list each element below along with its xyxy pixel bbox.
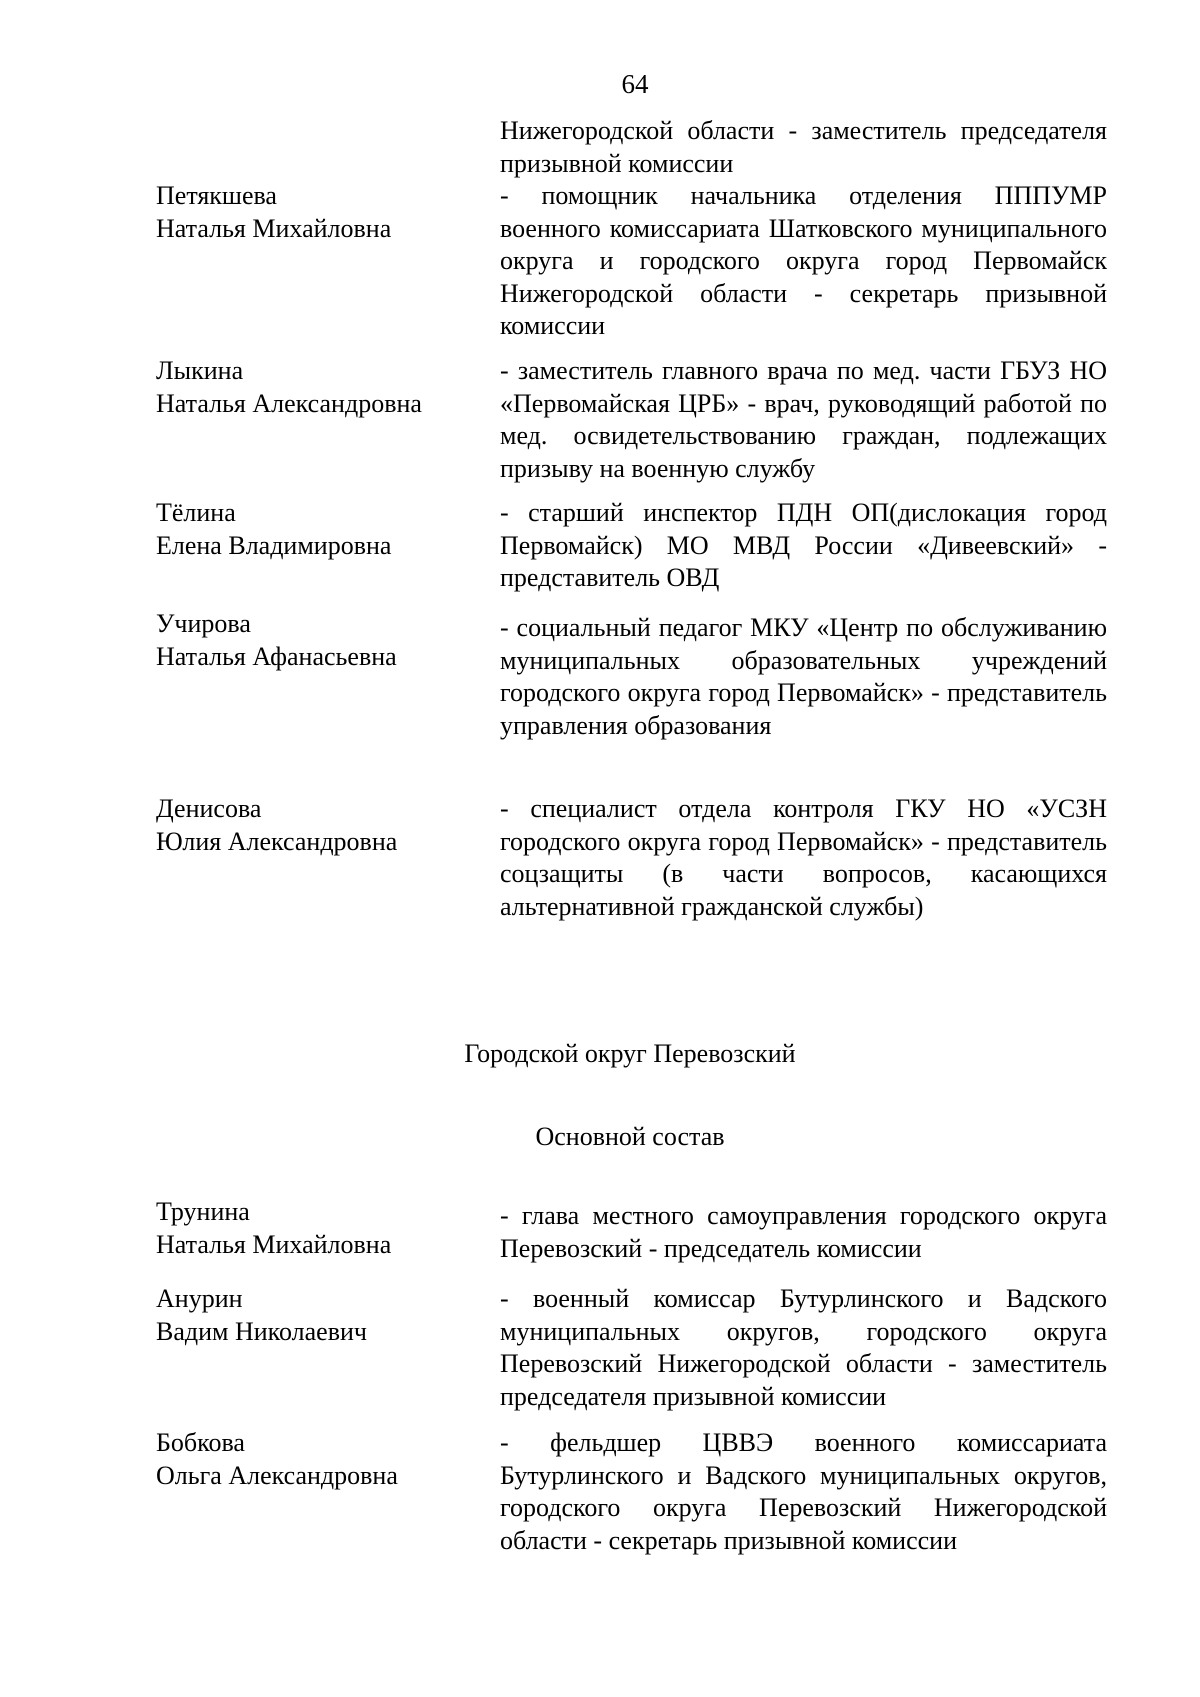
member-role: - военный комиссар Бутурлинского и Вадского муниципальных округов, городского округа Перевозский Нижегородской области - заместитель председателя призывной комиссии [500, 1284, 1107, 1411]
member-role: - глава местного самоуправления городского округа Перевозский - председатель комиссии [500, 1201, 1107, 1263]
member-name [156, 793, 486, 858]
member-given-names: Наталья Афанасьевна [156, 641, 397, 671]
member-given-names: Юлия Александровна [156, 826, 398, 856]
continued-role-text: Нижегородской области - заместитель председателя призывной комиссии [500, 116, 1107, 178]
member-name [156, 608, 486, 673]
member-surname: Бобкова [156, 1428, 245, 1457]
page-number: 64 [621, 69, 649, 99]
member-surname: Денисова [156, 794, 262, 823]
member-given-names: Вадим Николаевич [156, 1316, 367, 1346]
member-surname: Анурин [156, 1284, 243, 1313]
member-role: - фельдшер ЦВВЭ военного комиссариата Бутурлинского и Вадского муниципальных округов, городского округа Перевозский Нижегородской области - секретарь призывной комиссии [500, 1428, 1107, 1555]
member-surname: Трунина [156, 1197, 250, 1226]
member-name [156, 1283, 486, 1348]
member-name [156, 1196, 486, 1261]
member-surname: Тёлина [156, 498, 236, 527]
member-surname: Лыкина [156, 356, 244, 385]
member-surname: Петякшева [156, 181, 277, 210]
member-role: - социальный педагог МКУ «Центр по обслуживанию муниципальных образовательных учреждений городского округа город Первомайск» - представитель управления образования [500, 613, 1107, 740]
member-role: - помощник начальника отделения ПППУМР военного комиссариата Шатковского муниципального округа и городского округа город Первомайск Нижегородской области - секретарь призывной комиссии [500, 181, 1107, 340]
member-name [156, 355, 486, 420]
member-surname: Учирова [156, 609, 251, 638]
member-name [156, 1427, 486, 1492]
member-name [156, 497, 486, 562]
member-role: - заместитель главного врача по мед. части ГБУЗ НО «Первомайская ЦРБ» - врач, руководящий работой по мед. освидетельствованию граждан, подлежащих призыву на военную службу [500, 356, 1107, 483]
member-name [156, 180, 486, 245]
subsection-title: Основной состав [535, 1122, 725, 1151]
member-given-names: Наталья Михайловна [156, 213, 392, 243]
section-title: Городской округ Перевозский [464, 1039, 796, 1068]
member-given-names: Наталья Александровна [156, 388, 422, 418]
member-given-names: Ольга Александровна [156, 1460, 398, 1490]
member-role: - специалист отдела контроля ГКУ НО «УСЗН городского округа город Первомайск» - представитель соцзащиты (в части вопросов, касающихся альтернативной гражданской службы) [500, 794, 1107, 921]
member-role: - старший инспектор ПДН ОП(дислокация город Первомайск) МО МВД России «Дивеевский» - представитель ОВД [500, 498, 1107, 592]
member-given-names: Наталья Михайловна [156, 1229, 392, 1259]
member-given-names: Елена Владимировна [156, 530, 392, 560]
